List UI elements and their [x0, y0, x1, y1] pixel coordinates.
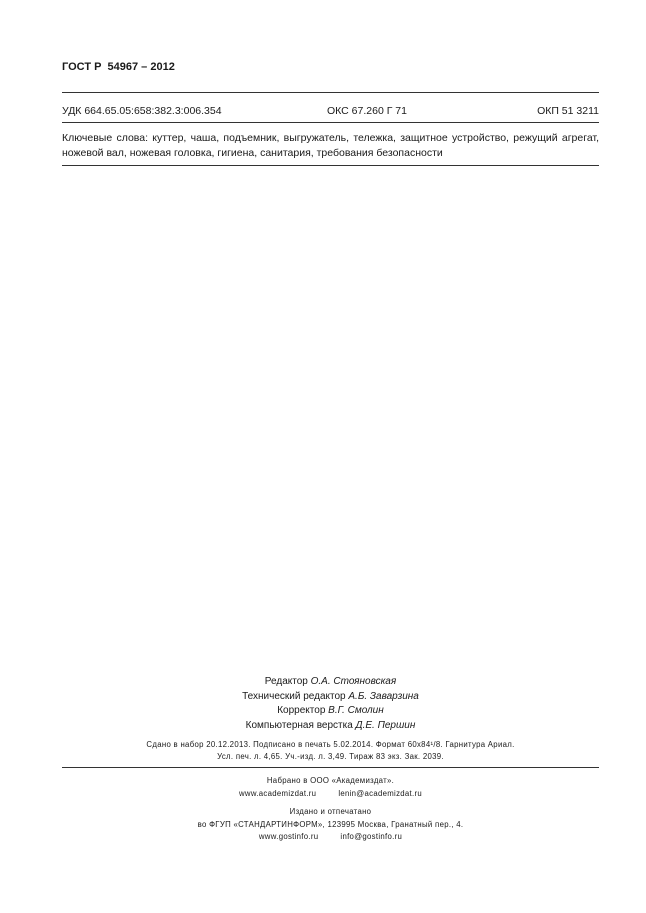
divider-classification — [62, 122, 599, 123]
credit-name: Д.Е. Першин — [355, 719, 416, 731]
credit-role: Технический редактор — [242, 690, 346, 702]
print-info — [62, 739, 599, 763]
credit-tech-editor — [62, 690, 599, 705]
credit-name: А.Б. Заварзина — [348, 690, 419, 702]
printer-site-link[interactable]: www.gostinfo.ru — [258, 832, 319, 841]
keywords-paragraph: Ключевые слова: куттер, чаша, подъемник, выгружатель, тележка, защитное устройство, режущий агрегат, ножевой вал, ножевая головка, гигиена, санитария, требования безопасности — [62, 132, 599, 159]
printed-by: Издано и отпечатано — [289, 807, 372, 816]
print-info-line2: Усл. печ. л. 4,65. Уч.-изд. л. 3,49. Тираж 83 экз. Зак. 2039. — [217, 752, 444, 761]
credits-block — [62, 675, 599, 733]
credit-name: О.А. Стояновская — [310, 676, 397, 687]
credit-role: Корректор — [277, 705, 326, 716]
printer-contacts — [62, 831, 599, 844]
print-info-line1: Сдано в набор 20.12.2013. Подписано в печать 5.02.2014. Формат 60х84¹/8. Гарнитура Ариал. — [146, 740, 515, 749]
credit-role: Редактор — [264, 676, 308, 687]
typeset-site-link[interactable]: www.academizdat.ru — [238, 788, 317, 798]
credit-proofreader — [62, 704, 599, 719]
divider-keywords — [62, 165, 599, 166]
divider-print — [62, 767, 599, 768]
oks-code: ОКС 67.260 Г 71 — [327, 105, 407, 117]
printer-email-link[interactable]: info@gostinfo.ru — [340, 832, 403, 841]
okp-code: ОКП 51 3211 — [537, 105, 599, 117]
typeset-by: Набрано в ООО «Академиздат». — [266, 776, 395, 785]
divider-top — [62, 92, 599, 93]
printer-address: во ФГУП «СТАНДАРТИНФОРМ», 123995 Москва, Гранатный пер., 4. — [197, 819, 464, 829]
publisher-block — [62, 775, 599, 844]
credit-layout — [62, 719, 599, 734]
udk-code: УДК 664.65.05:658:382.3:006.354 — [62, 105, 222, 117]
credit-editor — [62, 675, 599, 690]
typeset-contacts — [62, 788, 599, 801]
standard-number: ГОСТ Р 54967 – 2012 — [62, 61, 175, 73]
credit-name: В.Г. Смолин — [328, 705, 384, 716]
credit-role: Компьютерная верстка — [245, 719, 353, 731]
typeset-email-link[interactable]: lenin@academizdat.ru — [338, 788, 423, 798]
